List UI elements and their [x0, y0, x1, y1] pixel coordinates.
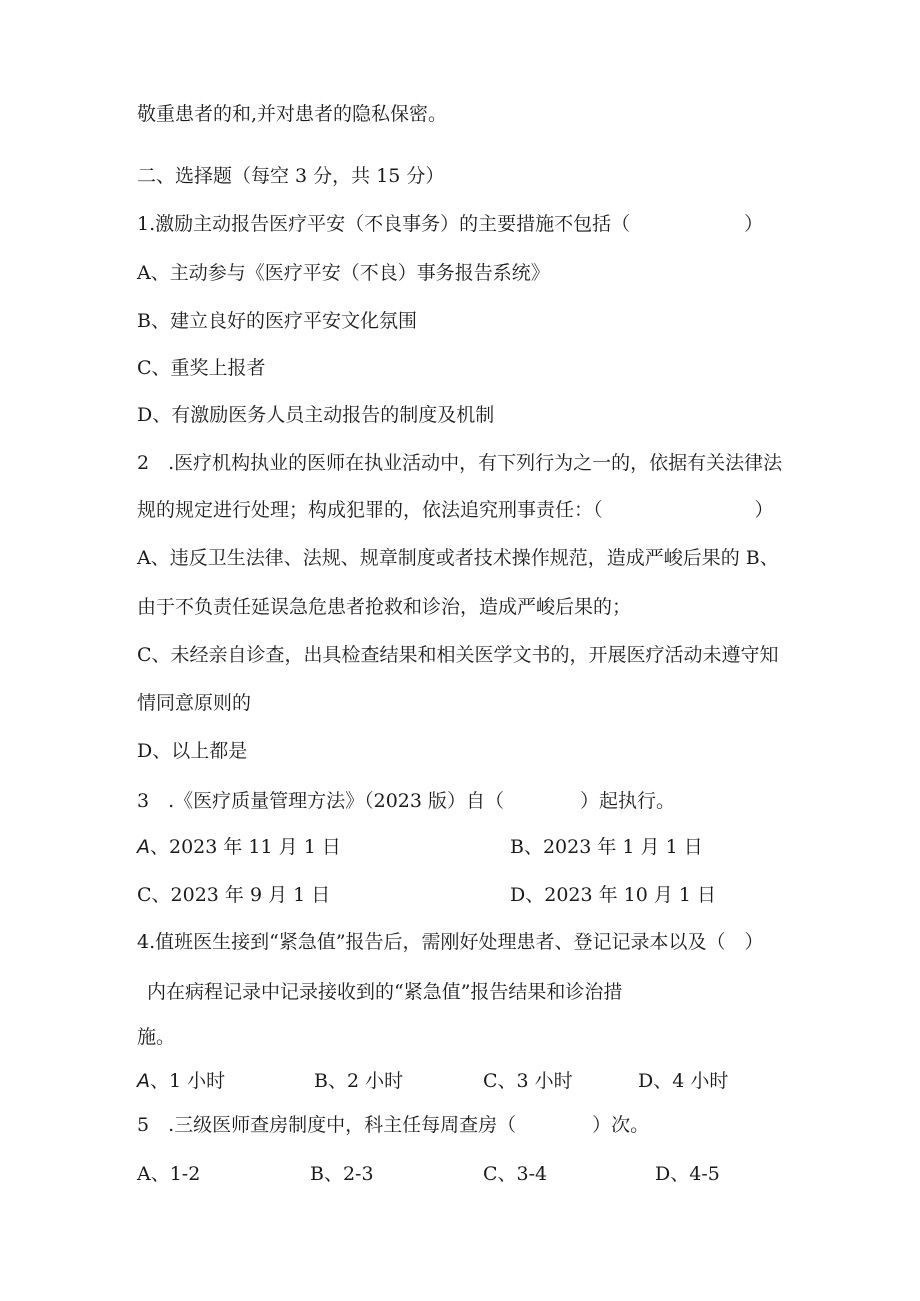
question-5-stem: 5 .三级医师查房制度中，科主任每周查房（ ）次。 [137, 1114, 650, 1136]
question-1-option-b: B、建立良好的医疗平安文化氛围 [137, 310, 417, 332]
question-2-stem-line1: 2 .医疗机构执业的医师在执业活动中，有下列行为之一的，依据有关法律法 [137, 452, 783, 474]
question-3-option-c: C、2023 年 9 月 1 日 [137, 884, 331, 906]
question-2-option-b: 由于不负责任延误急危患者抢救和诊治，造成严峻后果的； [137, 596, 632, 618]
question-5-option-a: A、1-2 [137, 1163, 201, 1185]
question-4-stem-line3: 施。 [137, 1026, 176, 1048]
question-3-option-d: D、2023 年 10 月 1 日 [510, 884, 717, 906]
question-5-option-b: B、2-3 [310, 1163, 374, 1185]
option-letter: A [137, 836, 150, 858]
question-1-option-a: A、主动参与《医疗平安（不良）事务报告系统》 [137, 262, 550, 284]
section-title: 二、选择题（每空 3 分，共 15 分） [137, 165, 445, 187]
question-3-option-b: B、2023 年 1 月 1 日 [510, 836, 703, 858]
question-4-option-b: B、2 小时 [314, 1070, 404, 1092]
option-text: 、1 小时 [150, 1070, 226, 1092]
option-letter: A [137, 1070, 150, 1092]
question-5-option-d: D、4-5 [655, 1163, 720, 1185]
question-1-option-d: D、有激励医务人员主动报告的制度及机制 [137, 404, 495, 426]
option-text: 、2023 年 11 月 1 日 [150, 836, 341, 858]
question-2-stem-line2: 规的规定进行处理；构成犯罪的，依法追究刑事责任：（ ） [137, 499, 774, 521]
question-5-option-c: C、3-4 [483, 1163, 548, 1185]
question-3-option-a [137, 835, 341, 859]
question-4-stem-line1: 4.值班医生接到“紧急值”报告后，需刚好处理患者、登记记录本以及（ ） [137, 931, 764, 953]
question-3-stem: 3 .《医疗质量管理方法》（2023 版）自（ ）起执行。 [137, 790, 676, 812]
question-2-option-a: A、违反卫生法律、法规、规章制度或者技术操作规范，造成严峻后果的 B、 [137, 547, 779, 569]
question-4-stem-line2: 内在病程记录中记录接收到的“紧急值”报告结果和诊治措 [147, 981, 623, 1003]
question-1-stem: 1.激励主动报告医疗平安（不良事务）的主要措施不包括（ ） [137, 213, 764, 235]
question-2-option-c-line1: C、未经亲自诊查，出具检查结果和相关医学文书的，开展医疗活动未遵守知 [137, 644, 779, 666]
question-2-option-c-line2: 情同意原则的 [137, 692, 252, 714]
question-4-option-c: C、3 小时 [483, 1070, 573, 1092]
question-4-option-d: D、4 小时 [638, 1070, 729, 1092]
question-1-option-c: C、重奖上报者 [137, 357, 266, 379]
intro-line: 敬重患者的和,并对患者的隐私保密。 [137, 103, 448, 125]
question-4-option-a [137, 1069, 225, 1093]
question-2-option-d: D、以上都是 [137, 740, 248, 762]
